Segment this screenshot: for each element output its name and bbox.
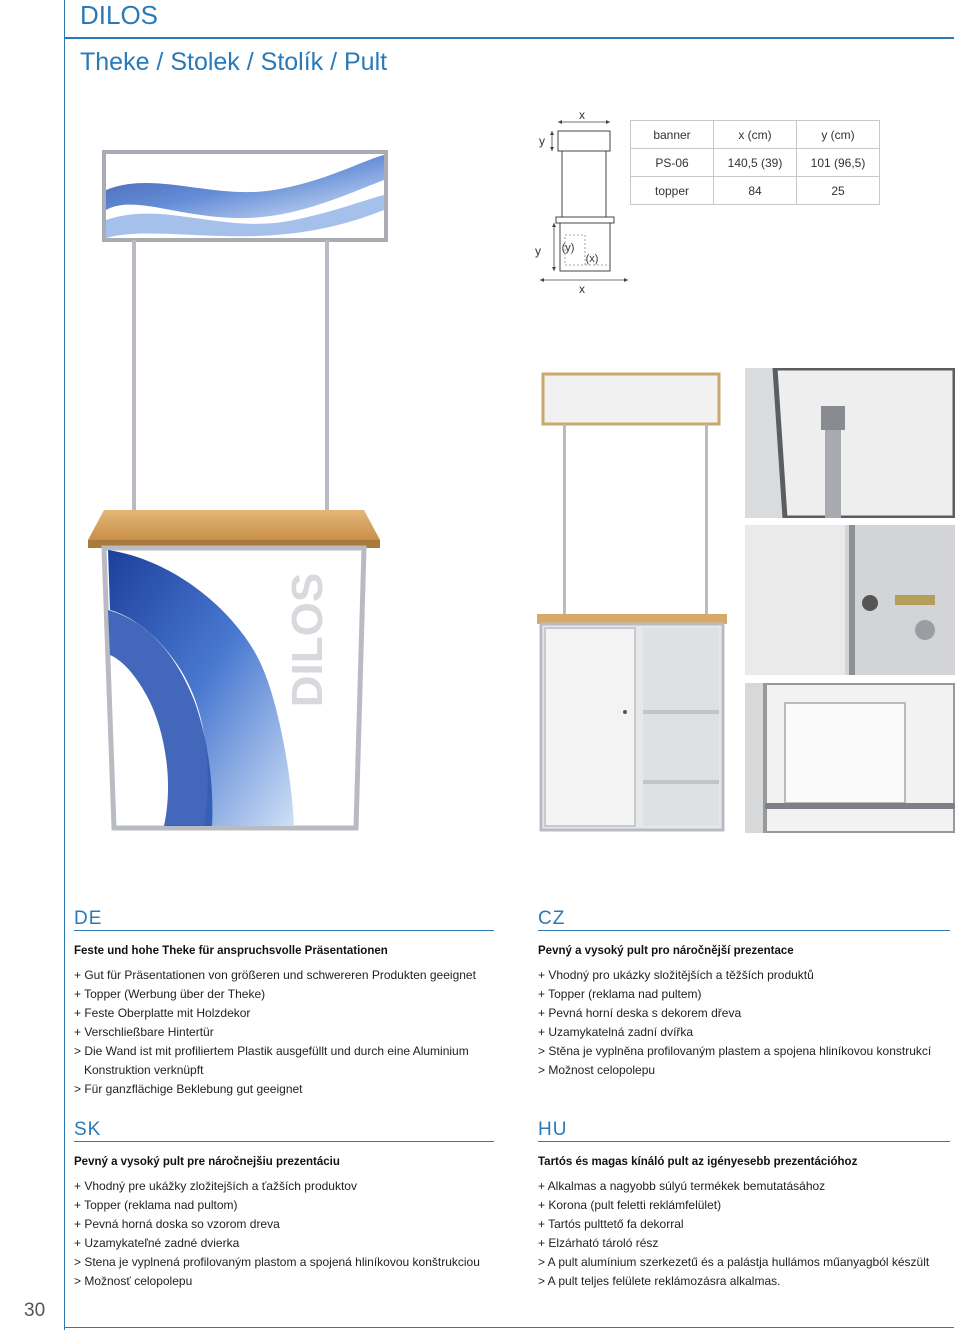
list-item: Konstruktion verknüpft bbox=[84, 1063, 204, 1077]
section-title-hu: Tartós és magas kínáló pult az igényesebb prezentációhoz bbox=[538, 1156, 858, 1168]
lang-label-cz: CZ bbox=[538, 908, 566, 929]
pole-right bbox=[325, 240, 329, 510]
list-item: + Pevná horní deska s dekorem dřeva bbox=[538, 1006, 742, 1020]
product-photo-main bbox=[64, 140, 424, 840]
diagram-counter-top bbox=[556, 217, 614, 223]
lang-label-sk: SK bbox=[74, 1119, 102, 1140]
lang-label-hu: HU bbox=[538, 1119, 568, 1140]
product-photo-back bbox=[535, 370, 735, 840]
diagram-label-y-bottom: y bbox=[535, 244, 541, 258]
list-item: > Für ganzflächige Beklebung gut geeignet bbox=[74, 1082, 303, 1096]
detail-photo-lock bbox=[745, 525, 955, 675]
diagram-label-x-bottom: x bbox=[579, 282, 585, 296]
door-lock bbox=[623, 710, 627, 714]
bullet-list-de bbox=[74, 966, 504, 1099]
page-bottom-rule bbox=[64, 1327, 954, 1328]
bullet-list-hu bbox=[538, 1177, 954, 1291]
diagram-label-y-top: y bbox=[539, 134, 545, 148]
lang-rule-cz bbox=[538, 930, 950, 931]
list-item: + Korona (pult feletti reklámfelület) bbox=[538, 1198, 722, 1212]
spec-row bbox=[631, 149, 880, 177]
list-item: + Vhodný pre ukážky zložitejších a ťažších produktov bbox=[74, 1179, 357, 1193]
lang-rule-sk bbox=[74, 1141, 494, 1142]
list-item: > Možnosť celopolepu bbox=[74, 1274, 193, 1288]
spec-cell: 25 bbox=[797, 177, 880, 205]
lang-rule-de bbox=[74, 930, 494, 931]
bullet-list-sk bbox=[74, 1177, 514, 1291]
spec-header-cell: banner bbox=[631, 121, 714, 149]
diagram-label-x-inner: (x) bbox=[585, 253, 599, 265]
pole-left bbox=[132, 240, 136, 510]
list-item: > A pult alumínium szerkezetű és a palástja hullámos műanyagból készült bbox=[538, 1255, 930, 1269]
spec-cell: 140,5 (39) bbox=[714, 149, 797, 177]
detail-photo-clamp bbox=[745, 368, 955, 518]
spec-cell: PS-06 bbox=[631, 149, 714, 177]
counter-top bbox=[88, 510, 380, 540]
spec-header-cell: x (cm) bbox=[714, 121, 797, 149]
spec-cell: 84 bbox=[714, 177, 797, 205]
list-item: + Verschließbare Hintertür bbox=[74, 1025, 214, 1039]
list-item: + Topper (Werbung über der Theke) bbox=[74, 987, 266, 1001]
spec-header-cell: y (cm) bbox=[797, 121, 880, 149]
spec-table bbox=[630, 120, 880, 205]
list-item: > Stěna je vyplněna profilovaným plastem a spojena hliníkovou konstrukcí bbox=[538, 1044, 932, 1058]
list-item: + Pevná horná doska so vzorom dreva bbox=[74, 1217, 280, 1231]
counter-brand-print: DILOS bbox=[283, 572, 332, 708]
spec-header-row bbox=[631, 121, 880, 149]
section-title-cz: Pevný a vysoký pult pro náročnější prezentace bbox=[538, 945, 794, 957]
list-item: + Uzamykateľné zadné dvierka bbox=[74, 1236, 240, 1250]
diagram-topper bbox=[558, 131, 610, 151]
key-icon bbox=[895, 595, 935, 605]
list-item: + Uzamykatelná zadní dvířka bbox=[538, 1025, 694, 1039]
list-item: + Gut für Präsentationen von größeren und schwereren Produkten geeignet bbox=[74, 968, 476, 982]
diagram-label-x-top: x bbox=[579, 108, 585, 122]
list-item: + Vhodný pro ukázky složitějších a těžších produktů bbox=[538, 968, 814, 982]
product-subtitle: Theke / Stolek / Stolík / Pult bbox=[80, 48, 388, 76]
product-title: DILOS bbox=[80, 0, 159, 30]
list-item: + Alkalmas a nagyobb súlyú termékek bemutatásához bbox=[538, 1179, 826, 1193]
back-topper bbox=[543, 374, 719, 424]
list-item: + Elzárható tároló rész bbox=[538, 1236, 659, 1250]
list-item: > Možnost celopolepu bbox=[538, 1063, 656, 1077]
spec-cell: topper bbox=[631, 177, 714, 205]
lang-label-de: DE bbox=[74, 908, 103, 929]
list-item: > Die Wand ist mit profiliertem Plastik ausgefüllt und durch eine Aluminium bbox=[74, 1044, 469, 1058]
diagram-label-y-inner: (y) bbox=[561, 242, 575, 254]
page-number: 30 bbox=[24, 1300, 46, 1321]
list-item: + Tartós pulttető fa dekorral bbox=[538, 1217, 684, 1231]
list-item: > Stena je vyplnená profilovaným plastom a spojená hliníkovou konštrukciou bbox=[74, 1255, 480, 1269]
back-shelf-area bbox=[643, 628, 719, 826]
section-title-de: Feste und hohe Theke für anspruchsvolle Präsentationen bbox=[74, 945, 388, 957]
spec-cell: 101 (96,5) bbox=[797, 149, 880, 177]
lang-rule-hu bbox=[538, 1141, 950, 1142]
list-item: > A pult teljes felülete reklámozásra alkalmas. bbox=[538, 1274, 781, 1288]
section-title-sk: Pevný a vysoký pult pre náročnejšiu prezentáciu bbox=[74, 1156, 340, 1168]
back-door bbox=[545, 628, 635, 826]
spec-row bbox=[631, 177, 880, 205]
list-item: + Feste Oberplatte mit Holzdekor bbox=[74, 1006, 251, 1020]
title-rule bbox=[64, 37, 954, 39]
list-item: + Topper (reklama nad pultom) bbox=[74, 1198, 238, 1212]
bullet-list-cz bbox=[538, 966, 954, 1080]
list-item: + Topper (reklama nad pultem) bbox=[538, 987, 702, 1001]
detail-photo-slide bbox=[745, 683, 955, 833]
dimension-diagram bbox=[530, 105, 630, 300]
